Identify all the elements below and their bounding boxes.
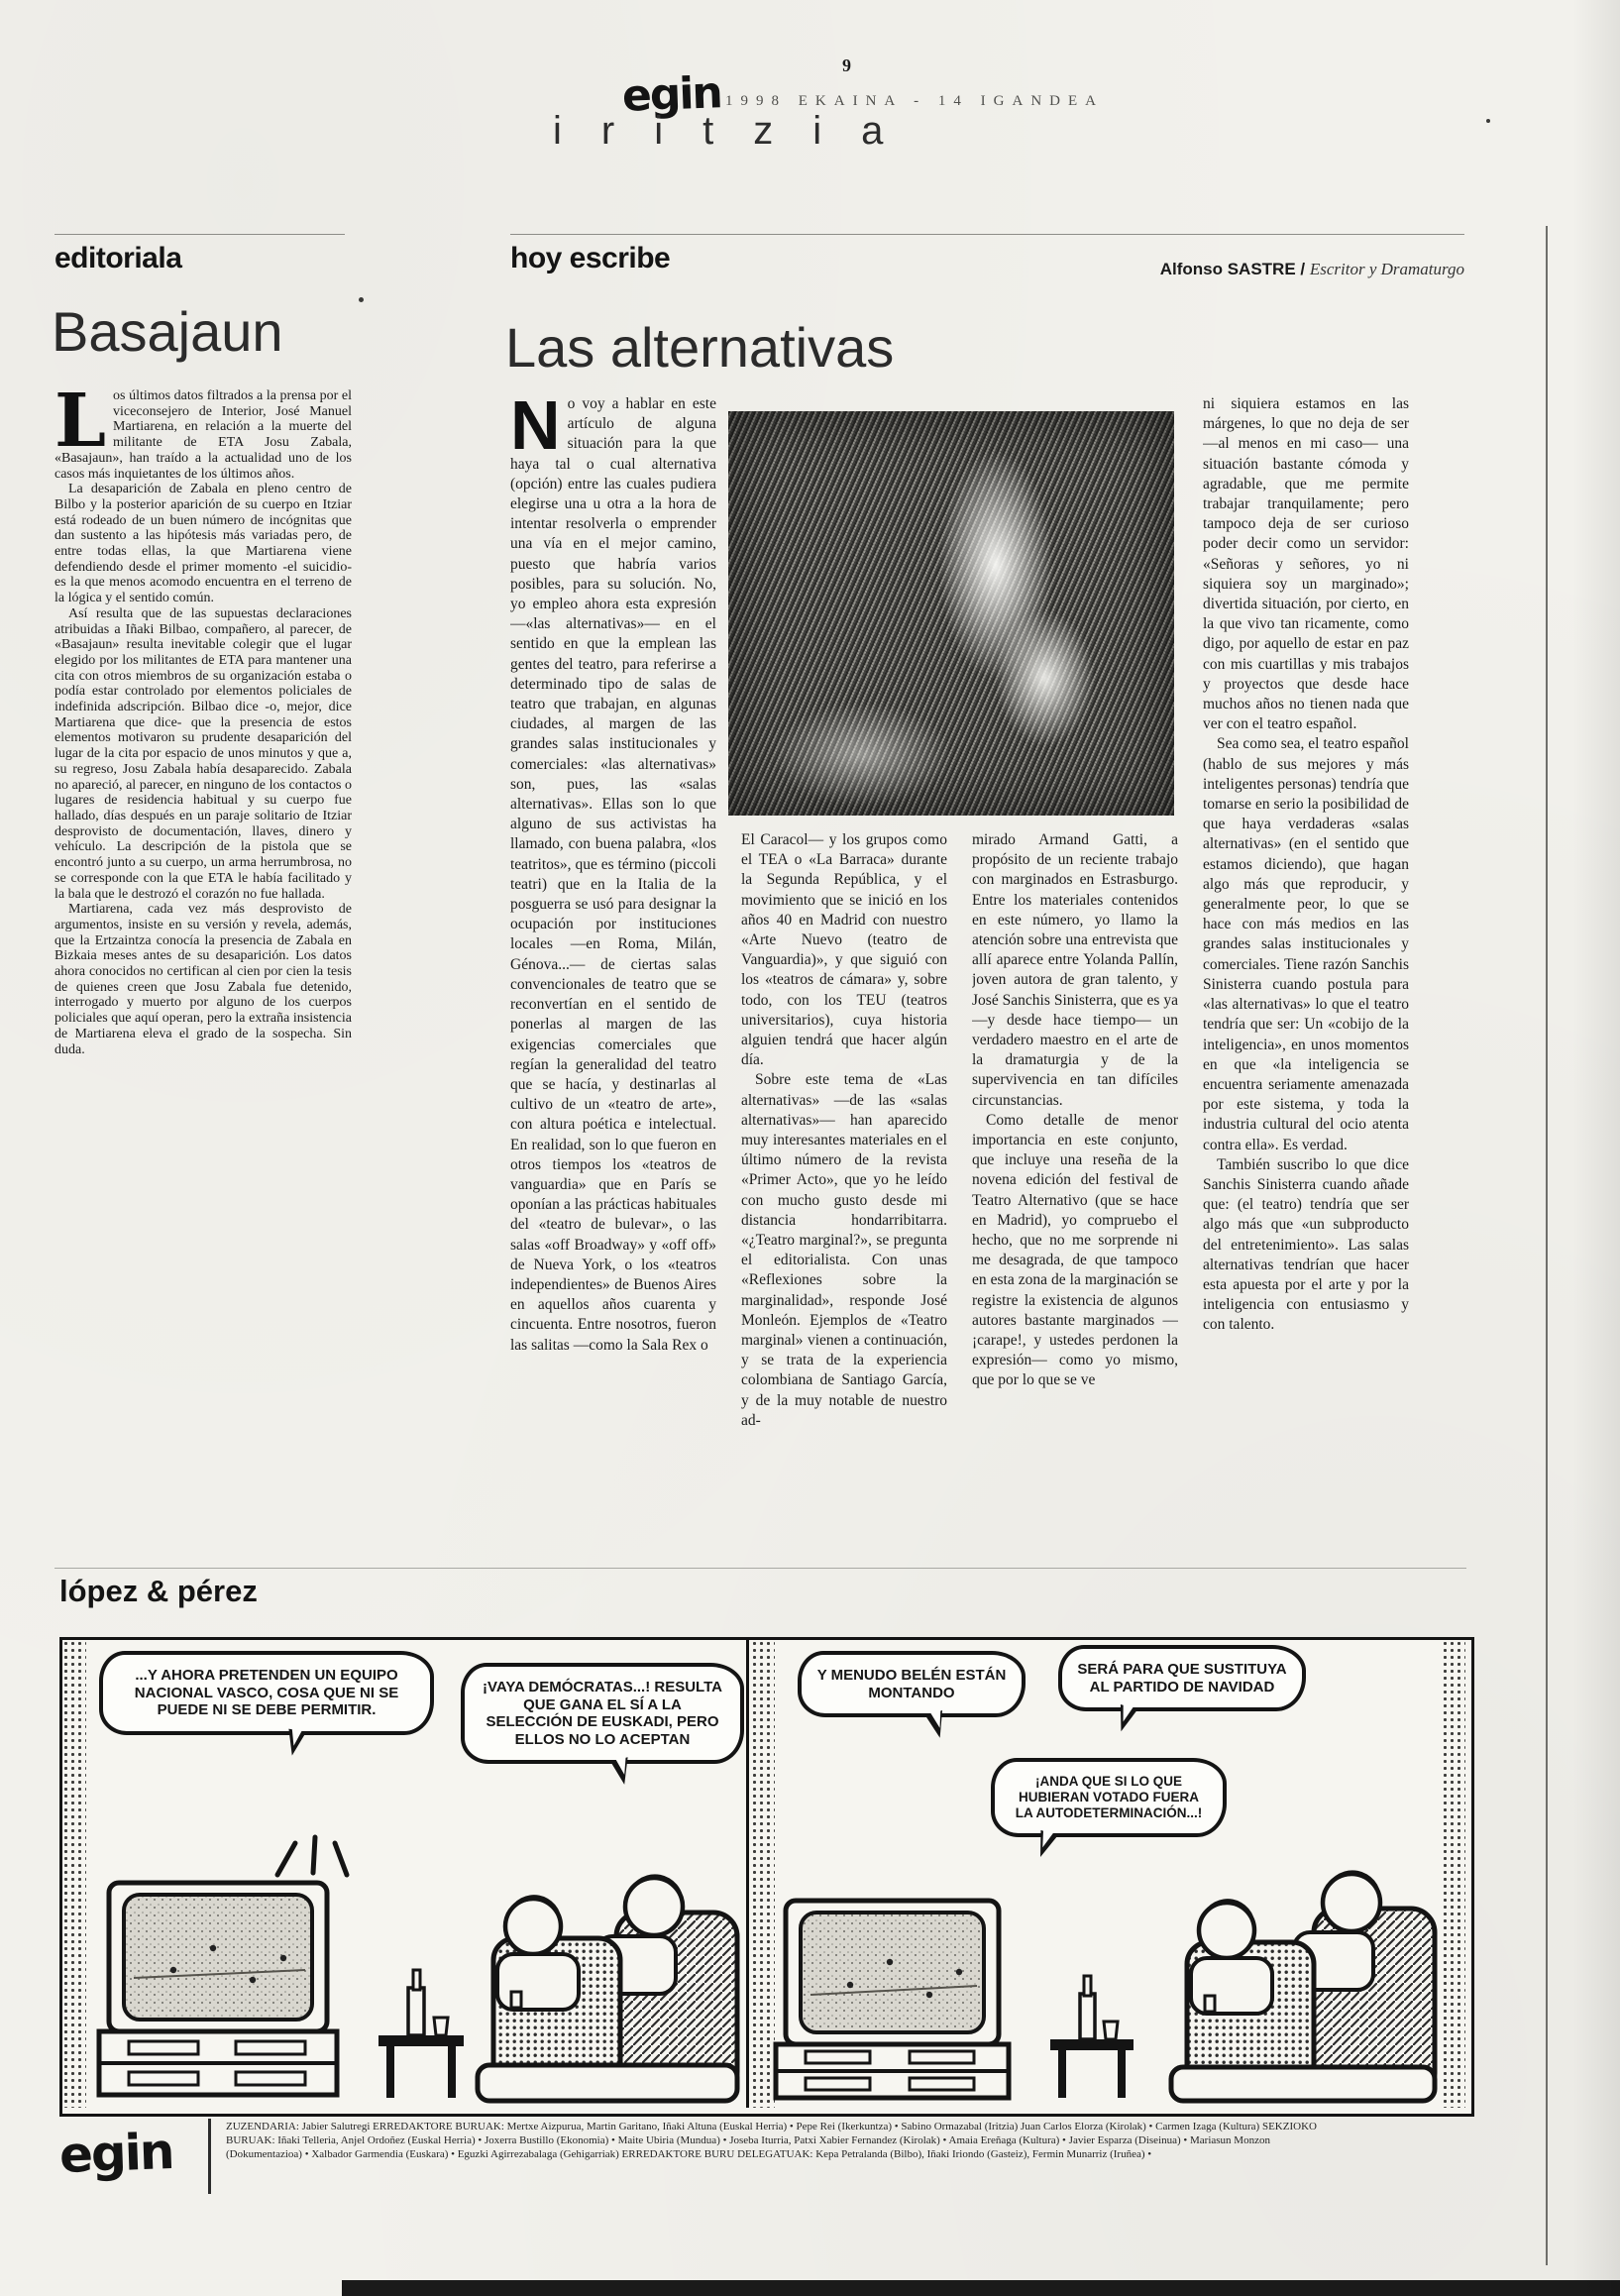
drink-glass [511,1992,521,2008]
shout-marks [277,1837,347,1875]
oped-paragraph [510,394,716,1356]
oped-paragraph: Como detalle de menor importancia en este conjunto, que incluye una reseña de la novena edición del festival de Teatro Alternativo (que se hace en Madrid), yo compruebo el hecho, que no me sorprende ni me desagrada, de que tampoco en esta zona de la marginación se registre la existencia de algunos autores bastante marginados —¡carape!, y ustedes perdonen la expresión— como yo mismo, que por lo que se ve [972,1111,1178,1389]
comic-title: lópez & pérez [59,1574,258,1608]
editorial-paragraph: Martiarena, cada vez más desprovisto de argumentos, insiste en su versión y revela, además, que la Ertzaintza conocía la presencia de Zabala en Bizkaia meses antes de su desaparición. Los datos ahora conocidos no certifican al cien por cien la tesis de quienes creen que Josu Zabala fue detenido, interrogado y muerto por alguno de los cuerpos policiales que aquí operan, pero la extraña insistencia de Martiarena eleva el grado de la sospecha. Sin duda. [54,902,352,1057]
speech-bubble: ¡ANDA QUE SI LO QUE HUBIERAN VOTADO FUERA LA AUTODETERMINACIÓN...! [991,1758,1227,1837]
editorial-paragraph: Así resulta que de las supuestas declaraciones atribuidas a Iñaki Bilbao, compañero, al parecer, de «Basajaun» resulta inevitable colegir que el lugar elegido por los militantes de ETA para mantener una cita con otros miembros de su organización estaba o podía estar controlado por elementos policiales de indefinida adscripción. Bilbao dice -o, mejor, dice Martiarena que dice- que la presencia de estos elementos motivaron su prudente desaparición del lugar de la cita por espacio de unos minutos y que a, su regreso, Josu Zabala había desaparecido. Zabala no apareció, al parecer, en ninguno de los contactos o lugares de residencia habitual y su cuerpo fue hallado, días después en un paraje solitario de Itziar desprovisto de documentación, llaves, dinero y vehículo. La descripción de la pistola que se encontró junto a su cuerpo, un arma herrumbrosa, no se corresponde con la que ETA le había facilitado y la bala que le destrozó el corazón no fue hallada. [54,605,352,902]
speech-bubble: ¡VAYA DEMÓCRATAS...! RESULTA QUE GANA EL SÍ A LA SELECCIÓN DE EUSKADI, PERO ELLOS NO LO ACEPTAN [461,1663,744,1764]
article-photo [728,411,1174,816]
divider [208,2119,211,2194]
side-table [1050,1976,1134,2098]
drink-glass [1205,1996,1215,2012]
editorial-kicker: editoriala [54,242,182,274]
credits-line: (Dokumentazioa) • Xalbador Garmendia (Euskara) • Eguzki Agirrezabalaga (Gehigarriak) ERREDAKTORE BURU DELEGATUAK: Kepa Petralanda (Bilbo), Iñaki Iriondo (Gasteiz), Fermin Munarriz (Iruñea) • [226,2147,1152,2160]
glass [1104,2022,1118,2039]
speech-bubble: ...Y AHORA PRETENDEN UN EQUIPO NACIONAL VASCO, COSA QUE NI SE PUEDE NI SE DEBE PERMITIR. [99,1651,434,1735]
oped-column-1 [510,394,716,1558]
oped-paragraph: También suscribo lo que dice Sanchis Sinisterra cuando añade que: (el teatro) tendría que ser algo más que «un subproducto del entretenimiento». Las salas alternativas tendrían que hacer esta apuesta por el arte y por la inteligencia con entusiasmo y con talento. [1203,1155,1409,1334]
bottle [1080,1994,1095,2039]
editorial-body [54,379,352,1057]
oped-text: o voy a hablar en este artículo de alguna situación para la que haya tal o cual alternativa (opción) entre las cuales pudiera elegirse una u otra a la hora de intentar resolverla o emprender una vía en el mejor camino, puesto que habría varios posibles, para su solución. No, yo empleo ahora esta expresión —«las alternativas»— en el sentido en que la emplean las gentes del teatro, para referirse a determinado tipo de salas de teatro que trabajan, en algunas ciudades, al margen de las grandes salas institucionales y comerciales: «las alternativas» son, pues, las «salas alternativas». Ellas son lo que alguno de sus activistas ha llamado, con buena palabra, «los teatritos», que es término (piccoli teatri) que en la Italia de la posguerra se usó para designar la ocupación por instituciones locales —en Roma, Milán, Génova...— de ciertas salas convencionales de teatro que se reconvertían en el sentido de ponerlas al margen de las exigencias comerciales que regían la generalidad del teatro que se hacía, y destinarlas al cultivo de un «teatro de arte», con altura poética e intelectual. En realidad, son lo que fueron en otros tiempos los «teatros de vanguardia» que en París se oponían a las prácticas habituales del «teatro de bulevar», o las salas «off Broadway» y «off off» de Nueva York, o los «teatros independientes» de Buenos Aires en aquellos años cuarenta y cincuenta. Entre nosotros, fueron las salitas —como la Sala Rex o [510,395,716,1354]
television [786,1901,999,2044]
oped-paragraph: El Caracol— y los grupos como el TEA o «La Barraca» durante la Segunda República, y el movimiento que se inició en los años 40 en Madrid con nuestro «Arte Nuevo (teatro de Vanguardia)», y que siguió con los «teatros de cámara» y, sobre todo, con los TEU (teatros universitarios), cuya historia alguien tendrá que hacer algún día. [741,831,947,1069]
tv-stand [776,2044,1009,2098]
egin-logo: egin [621,67,722,122]
editorial-title: Basajaun [52,300,283,363]
byline [971,260,1464,279]
scan-speck [1486,119,1490,123]
scan-artifact-line [1546,226,1548,2265]
oped-title: Las alternativas [505,316,895,379]
viewer-body [497,1954,579,2010]
oped-column-2 [741,830,947,1558]
oped-paragraph: ni siquiera estamos en las márgenes, lo que no deja de ser —al menos en mi caso— una situación bastante cómoda y agradable, que me permite trabajar tranquilamente; pero tampoco deja de ser curioso poder decir como un servidor: «Señoras y señores, yo ni siquiera soy un marginado»; divertida situación, por cierto, en la que vivo tan ricamente, como digo, por aquello de estar en paz con mis cuartillas y mis trabajos y proyectos que desde hace muchos años no tienen nada que ver con el teatro español. [1203,395,1409,733]
editorial-paragraph: La desaparición de Zabala en pleno centro de Bilbo y la posterior aparición de su cuerpo en Itziar está rodeado de un buen número de incógnitas que dan sustento a las hipótesis más variadas pero, de entre todas ellas, la que Martiarena viene defendiendo desde el primer momento -el suicidio- es la que menos acomodo encuentra en el terreno de la lógica y el sentido común. [54,482,352,606]
tv-stand [99,2031,337,2095]
chair-base [478,2065,737,2101]
comic-panel-2-scene [771,1831,1441,2108]
editorial-paragraph [54,379,352,482]
credits-line: BURUAK: Iñaki Telleria, Anjel Ordoñez (Euskal Herria) • Joxerra Bustillo (Ekonomia) • Maite Ubiria (Mundua) • Joseba Iturria, Patxi Xabier Fernandez (Kirolak) • Amaia Ereñaga (Kultura) • Javier Esparza (Diseinua) • Mariasun Monzon [226,2133,1270,2146]
oped-column-4 [1203,394,1409,1548]
staff-credits [226,2121,1468,2161]
oped-paragraph: mirado Armand Gatti, a propósito de un reciente trabajo con marginados en Estrasburgo. Entre los materiales contenidos en este número, yo llamo la atención sobre una entrevista que allí aparece entre Yolanda Pallín, joven autora de gran talento, y José Sanchis Sinisterra, que es ya —y desde hace tiempo— un verdadero maestro en el arte de la dramaturgia y de la supervivencia en tan difíciles circunstancias. [972,831,1178,1109]
divider [510,234,1464,235]
bottle-neck [413,1970,420,1990]
television [109,1883,327,2031]
oped-column-3 [972,830,1178,1558]
scan-artifact-bar [342,2280,1620,2296]
chair-base [1171,2067,1435,2101]
side-table [378,1970,464,2098]
divider [54,1568,1466,1569]
speech-bubble: Y MENUDO BELÉN ESTÁN MONTANDO [798,1651,1026,1717]
oped-kicker: hoy escribe [510,242,671,274]
egin-footer-logo: egin [58,2123,174,2184]
author-name: Alfonso SASTRE [1159,260,1296,278]
dropcap: L [54,379,107,464]
divider [54,234,345,235]
editorial-text: os últimos datos filtrados a la prensa por el viceconsejero de Interior, José Manuel Martiarena, en relación a la muerte del militante de ETA Josu Zabala, «Basajaun», han traído a la actualidad uno de los casos más inquietantes de los últimos años. [54,388,352,482]
dropcap: N [510,394,561,464]
section-title: iritzia [553,109,923,153]
halftone-strip [62,1640,86,2108]
oped-paragraph: Sea como sea, el teatro español (hablo de sus mejores y más inteligentes personas) tendría que tomarse en serio la posibilidad de que haya verdaderas «salas alternativas» (en el sentido que estamos diciendo), que hagan algo más que reproducir, y generalmente peor, lo que se hace con más medios en las grandes salas institucionales y comerciales. Tiene razón Sanchis Sinisterra cuando postula para «las alternativas» lo que el teatro tendría que ser: Un «cobijo de la inteligencia», en unos momentos en que «la inteligencia se encuentra seriamente amenazada por este sistema, y toda la industria cultural del ocio atenta contra ella». Es verdad. [1203,735,1409,1153]
oped-paragraph: Sobre este tema de «Las alternativas» —de las «salas alternativas»— han aparecido muy interesantes materiales en el último número de la revista «Primer Acto», que yo he leído con mucho gusto desde mi distancia hondarribitarra. «¿Teatro marginal?», se pregunta el editorialista. Con unas «Reflexiones sobre la marginalidad», responde José Monleón. Ejemplos de «Teatro marginal» vienen a continuación, y se trata de la experiencia colombiana de Santiago García, y de la muy notable de nuestro ad- [741,1071,947,1429]
panel-divider [746,1640,749,2108]
bottle-neck [1084,1976,1091,1996]
glass [434,2018,448,2035]
speech-bubble: SERÁ PARA QUE SUSTITUYA AL PARTIDO DE NAVIDAD [1058,1645,1306,1711]
date-line: 1998 EKAINA - 14 IGANDEA [725,93,1104,109]
page-number: 9 [842,55,851,75]
scan-speck [359,297,364,302]
author-role: Escritor y Dramaturgo [1309,260,1464,278]
viewer-body [1191,1958,1272,2014]
bottle [408,1988,424,2035]
comic-panel-1-scene [89,1831,743,2108]
halftone-strip [1442,1640,1465,2108]
credits-line: ZUZENDARIA: Jabier Salutregi ERREDAKTORE BURUAK: Mertxe Aizpurua, Martin Garitano, Iñaki Altuna (Euskal Herria) • Pepe Rei (Ikerkuntza) • Sabino Ormazabal (Iritzia) Juan Carlos Elorza (Kirolak) • Carmen Izaga (Kultura) SEKZIOKO [226,2121,1317,2132]
byline-separator: / [1295,260,1310,278]
